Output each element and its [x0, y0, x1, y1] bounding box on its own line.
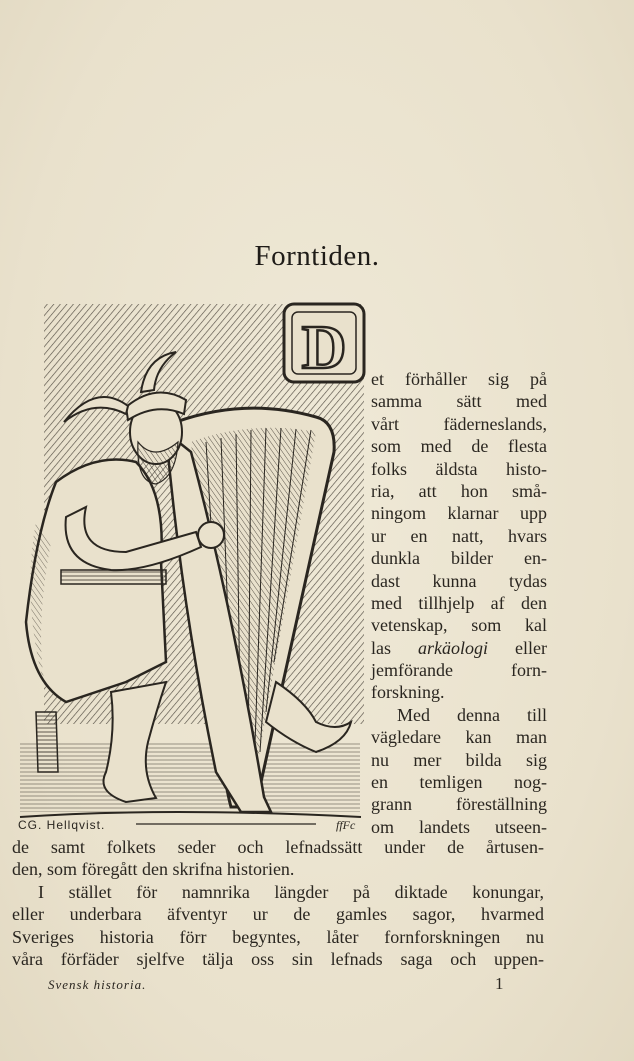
bard-illustration — [16, 302, 368, 832]
text-line: den, som föregått den skrifna historien. — [12, 859, 295, 880]
text-line: I stället för namnrika längder på diktade konungar, — [38, 881, 544, 902]
text-line: samma sätt med — [371, 391, 547, 412]
text-line: grann föreställning — [371, 794, 547, 815]
text-line: jemförande forn- — [371, 660, 547, 681]
text-line: våra förfäder sjelfve tälja oss sin lefnads saga och uppen- — [12, 948, 544, 969]
text-line: vägledare kan man — [371, 727, 547, 748]
text-line: en temligen nog- — [371, 772, 547, 793]
text-line: forskning. — [371, 682, 445, 703]
initial-letter-block — [284, 304, 364, 382]
text-line: ur en natt, hvars — [371, 525, 547, 546]
text-line: ria, att hon små- — [371, 480, 547, 501]
text-line: dunkla bilder en- — [371, 548, 547, 569]
text-line: med tillhjelp af den — [371, 592, 547, 613]
engraver-credit: ffFc — [336, 818, 356, 832]
text-line: de samt folkets seder och lefnadssätt under de årtusen- — [12, 837, 544, 857]
text-line: dast kunna tydas — [371, 570, 547, 591]
page-number: 1 — [495, 974, 504, 993]
italic-term: arkäologi — [418, 637, 489, 658]
text-line: vetenskap, som kal — [371, 615, 547, 636]
body-text — [12, 836, 544, 970]
text-line: vårt fäderneslands, — [371, 413, 547, 434]
side-text-column — [371, 368, 547, 838]
text-line: nu mer bilda sig — [371, 749, 547, 770]
text-line: Med denna till — [397, 704, 547, 725]
text-line: folks äldsta histo- — [371, 458, 547, 479]
text-fragment: las — [371, 637, 391, 658]
text-line: som med de flesta — [371, 436, 547, 457]
text-line: om landets utseen- — [371, 816, 547, 837]
chapter-title: Forntiden. — [254, 240, 380, 272]
signature-mark: Svensk historia. — [48, 977, 147, 992]
text-line: eller underbara äfventyr ur de gamles sagor, hvarmed — [12, 904, 544, 925]
initial-letter: D — [301, 314, 347, 382]
text-fragment: eller — [515, 637, 548, 658]
text-line-mixed — [371, 637, 547, 659]
illustrator-credit: CG. Hellqvist. — [18, 818, 106, 832]
text-line: Sveriges historia förr begyntes, låter fornforskningen nu — [12, 926, 544, 947]
text-line: et förhåller sig på — [371, 369, 547, 389]
text-line: ningom klarnar upp — [371, 503, 547, 524]
